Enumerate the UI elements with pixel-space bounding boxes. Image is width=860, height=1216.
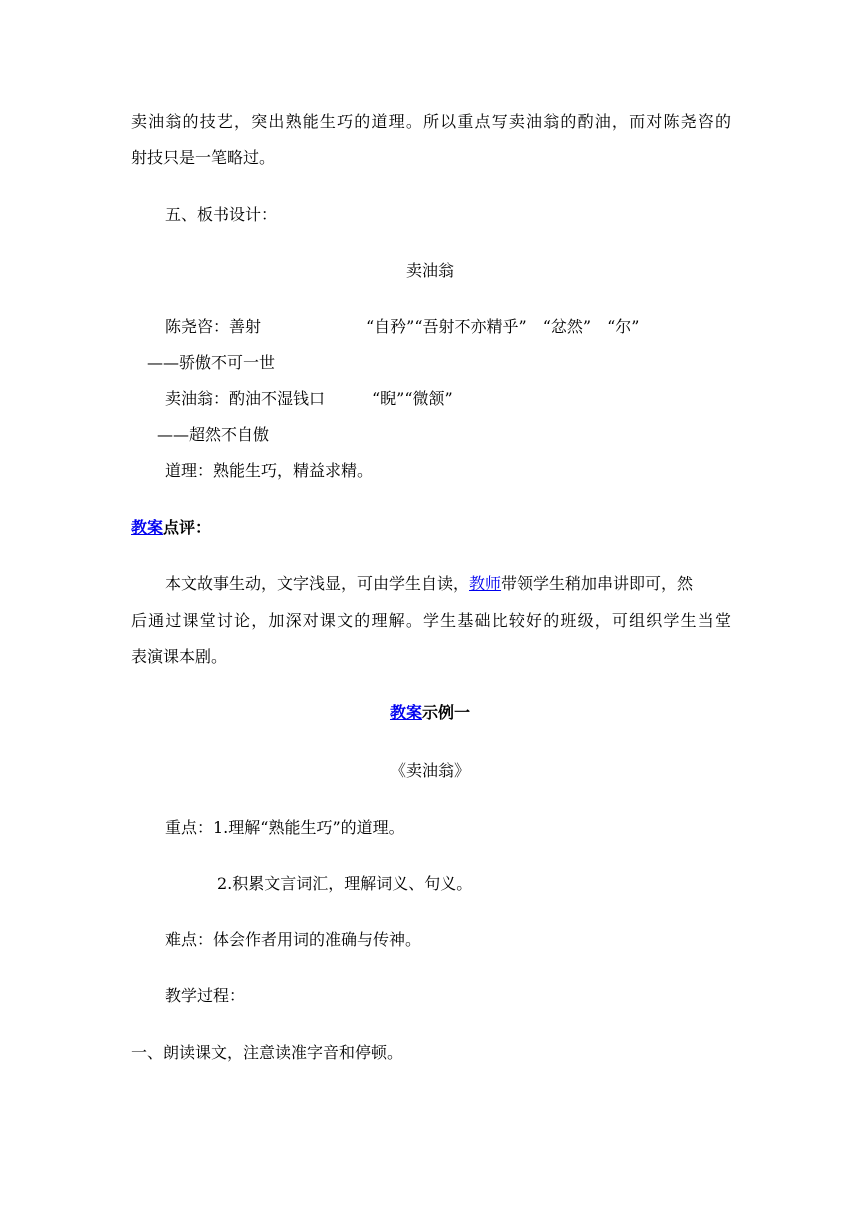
intro-line-1: 卖油翁的技艺，突出熟能生巧的道理。所以重点写卖油翁的酌油，而对陈尧咨的 bbox=[131, 112, 731, 131]
example-heading-text: 示例一 bbox=[422, 703, 471, 722]
comment-text-b: 带领学生稍加串讲即可，然 bbox=[501, 574, 694, 593]
key-point-2: 2.积累文言词汇，理解词义、句义。 bbox=[217, 874, 473, 893]
example-book-title: 《卖油翁》 bbox=[389, 761, 470, 780]
lesson-plan-link[interactable]: 教案 bbox=[131, 518, 164, 537]
chen-quotes: “自矜”“吾射不亦精乎” “忿然” “尔” bbox=[366, 317, 640, 336]
chen-label: 陈尧咨：善射 bbox=[165, 317, 262, 336]
comment-text-a: 本文故事生动，文字浅显，可由学生自读， bbox=[165, 574, 470, 593]
step-1-line: 一、朗读课文，注意读准字音和停顿。 bbox=[131, 1043, 404, 1062]
board-design-heading: 五、板书设计： bbox=[165, 205, 278, 224]
example-lesson-plan-link[interactable]: 教案 bbox=[389, 703, 422, 722]
process-heading: 教学过程： bbox=[165, 986, 246, 1005]
teacher-link[interactable]: 教师 bbox=[469, 574, 502, 593]
weng-summary: ——超然不自傲 bbox=[157, 425, 270, 444]
comment-para-line-2: 后通过课堂讨论，加深对课文的理解。学生基础比较好的班级，可组织学生当堂 bbox=[131, 611, 731, 630]
intro-line-2: 射技只是一笔略过。 bbox=[131, 148, 276, 167]
example-heading bbox=[0, 703, 860, 723]
difficulty-line: 难点：体会作者用词的准确与传神。 bbox=[165, 930, 422, 949]
comment-para-line-1 bbox=[165, 574, 693, 594]
key-point-1: 重点：1.理解“熟能生巧”的道理。 bbox=[165, 818, 405, 837]
board-title: 卖油翁 bbox=[405, 261, 454, 280]
moral-line: 道理：熟能生巧，精益求精。 bbox=[165, 461, 374, 480]
weng-quotes: “睨”“微颔” bbox=[372, 389, 453, 408]
comment-para-line-3: 表演课本剧。 bbox=[131, 647, 228, 666]
weng-label: 卖油翁：酌油不湿钱口 bbox=[165, 389, 326, 408]
comment-heading-text: 点评： bbox=[163, 518, 212, 537]
comment-heading bbox=[131, 518, 211, 538]
chen-summary: ——骄傲不可一世 bbox=[147, 353, 276, 372]
